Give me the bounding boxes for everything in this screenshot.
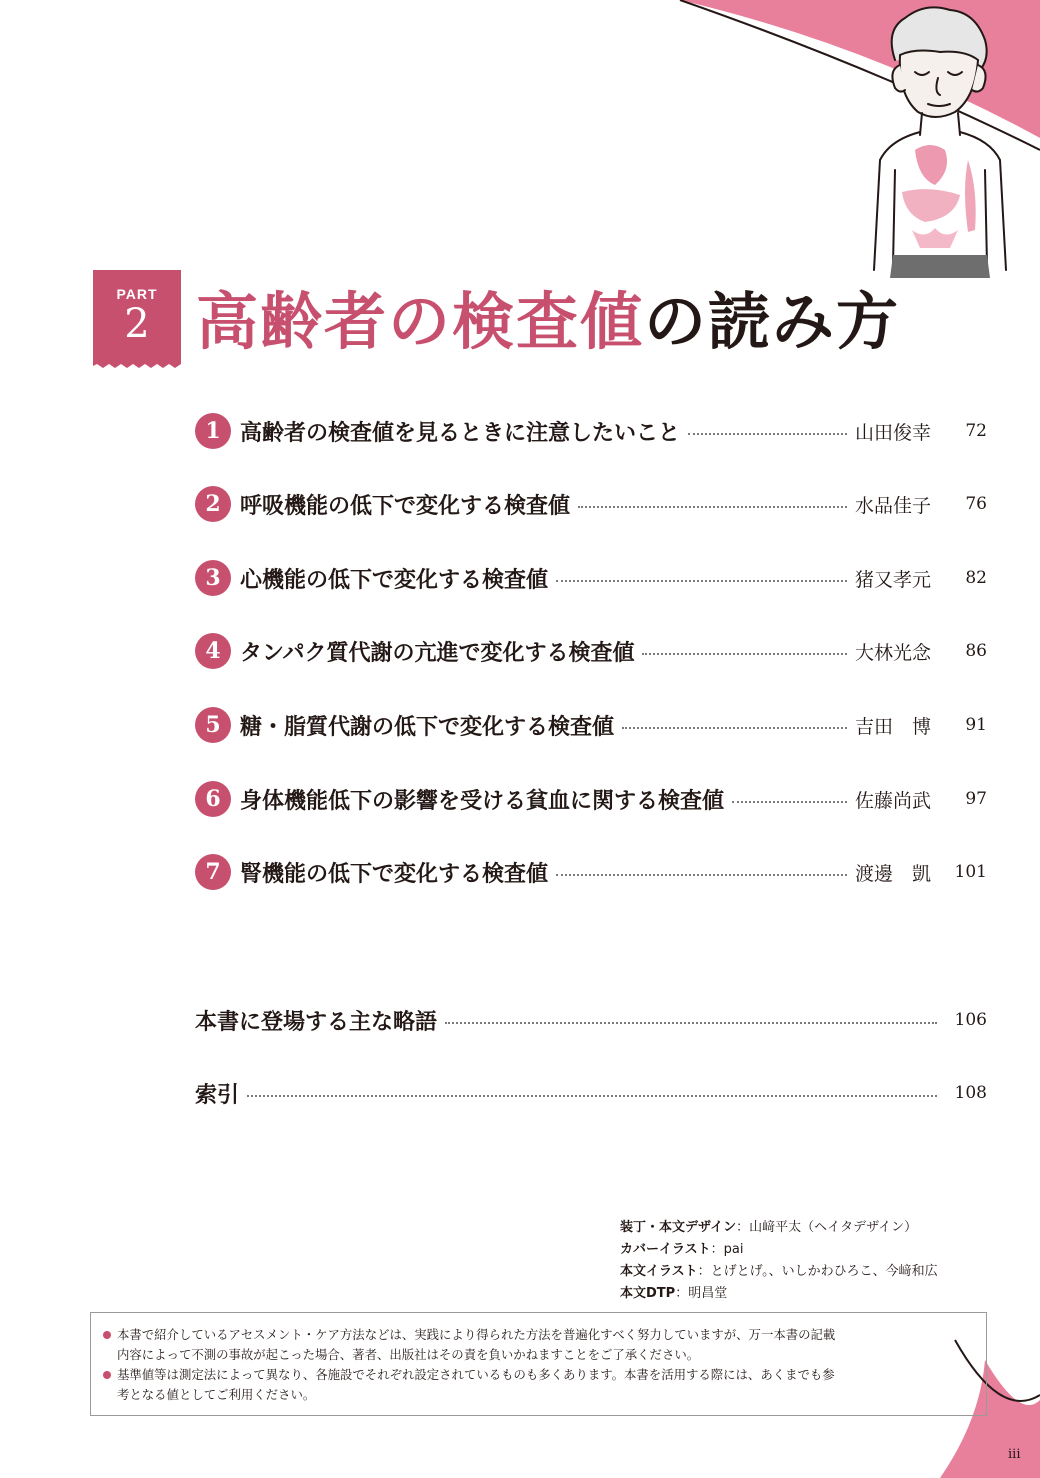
toc-entry[interactable] <box>195 779 987 819</box>
entry-title: タンパク質代謝の亢進で変化する検査値 <box>240 640 635 666</box>
credit-name: ：明昌堂 <box>675 1286 728 1301</box>
entry-author: 佐藤尚武 <box>855 789 932 812</box>
page-title <box>196 282 900 362</box>
part-badge <box>93 270 181 362</box>
dot-leader <box>642 653 847 655</box>
part-label: PART <box>116 286 158 302</box>
toc-entry[interactable] <box>195 852 987 892</box>
arm-highlight <box>965 160 976 232</box>
dot-leader <box>578 506 847 508</box>
entry-title: 身体機能低下の影響を受ける貧血に関する検査値 <box>240 788 725 814</box>
elderly-man-illustration <box>0 0 1040 280</box>
stomach-organ <box>902 189 960 222</box>
entry-page: 91 <box>965 715 987 735</box>
title-rest: の読み方 <box>644 285 901 358</box>
dot-leader <box>247 1095 937 1097</box>
toc-entry[interactable] <box>195 411 987 451</box>
credit-role: 本文イラスト <box>620 1264 698 1279</box>
entry-title: 呼吸機能の低下で変化する検査値 <box>240 493 571 519</box>
page-number: iii <box>1008 1447 1021 1462</box>
credit-name: ：とげとげ。、いしかわひろこ、今﨑和広 <box>697 1264 938 1279</box>
dot-leader <box>556 874 847 876</box>
toc-entry[interactable] <box>195 484 987 524</box>
entry-page: 86 <box>965 641 987 661</box>
toc-entry[interactable] <box>195 631 987 671</box>
credit-line <box>620 1283 938 1305</box>
entry-title: 心機能の低下で変化する検査値 <box>240 567 549 593</box>
entry-author: 猪又孝元 <box>855 568 932 591</box>
entry-number: 7 <box>195 854 231 890</box>
credit-line <box>620 1217 938 1239</box>
credit-name: ：山﨑平太（ヘイタデザイン） <box>736 1220 918 1235</box>
entry-title: 索引 <box>195 1082 240 1108</box>
entry-author: 渡邊 凱 <box>855 862 932 885</box>
credit-role: カバーイラスト <box>620 1242 711 1257</box>
entry-title: 腎機能の低下で変化する検査値 <box>240 861 549 887</box>
toc-extra-entry[interactable] <box>195 1073 987 1113</box>
credit-line <box>620 1261 938 1283</box>
notice-item <box>103 1325 976 1365</box>
notice-line: 基準値等は測定法によって異なり、各施設でそれぞれ設定されているものも多くあります。本書を活用する際には、あくまでも参 <box>117 1367 835 1382</box>
entry-page: 76 <box>965 494 987 514</box>
credit-line <box>620 1239 938 1261</box>
dot-leader <box>688 433 847 435</box>
notice-item <box>103 1365 976 1405</box>
entry-author: 水品佳子 <box>855 494 932 517</box>
entry-page: 97 <box>965 789 987 809</box>
dot-leader <box>556 580 847 582</box>
dot-leader <box>732 801 847 803</box>
toc-entry[interactable] <box>195 705 987 745</box>
entry-number: 6 <box>195 781 231 817</box>
notice-line: 考となる値としてご利用ください。 <box>117 1387 316 1402</box>
bullet-icon <box>103 1331 111 1339</box>
toc-entry[interactable] <box>195 558 987 598</box>
entry-title: 高齢者の検査値を見るときに注意したいこと <box>240 420 681 446</box>
credits-block <box>620 1217 938 1305</box>
entry-author: 山田俊幸 <box>855 421 932 444</box>
title-accent: 高齢者の検査値 <box>196 285 645 358</box>
pants <box>890 255 990 278</box>
dot-leader <box>445 1022 937 1024</box>
entry-title: 本書に登場する主な略語 <box>195 1009 438 1035</box>
toc-extra-entry[interactable] <box>195 1000 987 1040</box>
credit-role: 本文DTP <box>620 1286 676 1301</box>
entry-number: 3 <box>195 560 231 596</box>
entry-title: 糖・脂質代謝の低下で変化する検査値 <box>240 714 615 740</box>
entry-page: 82 <box>965 568 987 588</box>
entry-author: 大林光念 <box>855 641 932 664</box>
entry-page: 72 <box>965 421 987 441</box>
entry-page: 101 <box>954 862 987 882</box>
entry-number: 5 <box>195 707 231 743</box>
notice-box <box>90 1312 987 1416</box>
part-number: 2 <box>124 301 150 347</box>
kidney-organ <box>912 228 958 248</box>
entry-page: 108 <box>954 1083 987 1103</box>
entry-number: 4 <box>195 633 231 669</box>
credit-name: ：pai <box>710 1242 744 1257</box>
entry-number: 2 <box>195 486 231 522</box>
dot-leader <box>622 727 847 729</box>
entry-page: 106 <box>954 1010 987 1030</box>
notice-line: 内容によって不測の事故が起こった場合、著者、出版社はその責を負いかねますことをご了承ください。 <box>117 1347 700 1362</box>
heart-organ <box>915 145 947 185</box>
badge-zigzag-edge <box>93 360 181 370</box>
bullet-icon <box>103 1371 111 1379</box>
entry-number: 1 <box>195 413 231 449</box>
credit-role: 装丁・本文デザイン <box>620 1220 737 1235</box>
notice-line: 本書で紹介しているアセスメント・ケア方法などは、実践により得られた方法を普遍化すべく努力していますが、万一本書の記載 <box>117 1327 836 1342</box>
entry-author: 吉田 博 <box>855 715 932 738</box>
